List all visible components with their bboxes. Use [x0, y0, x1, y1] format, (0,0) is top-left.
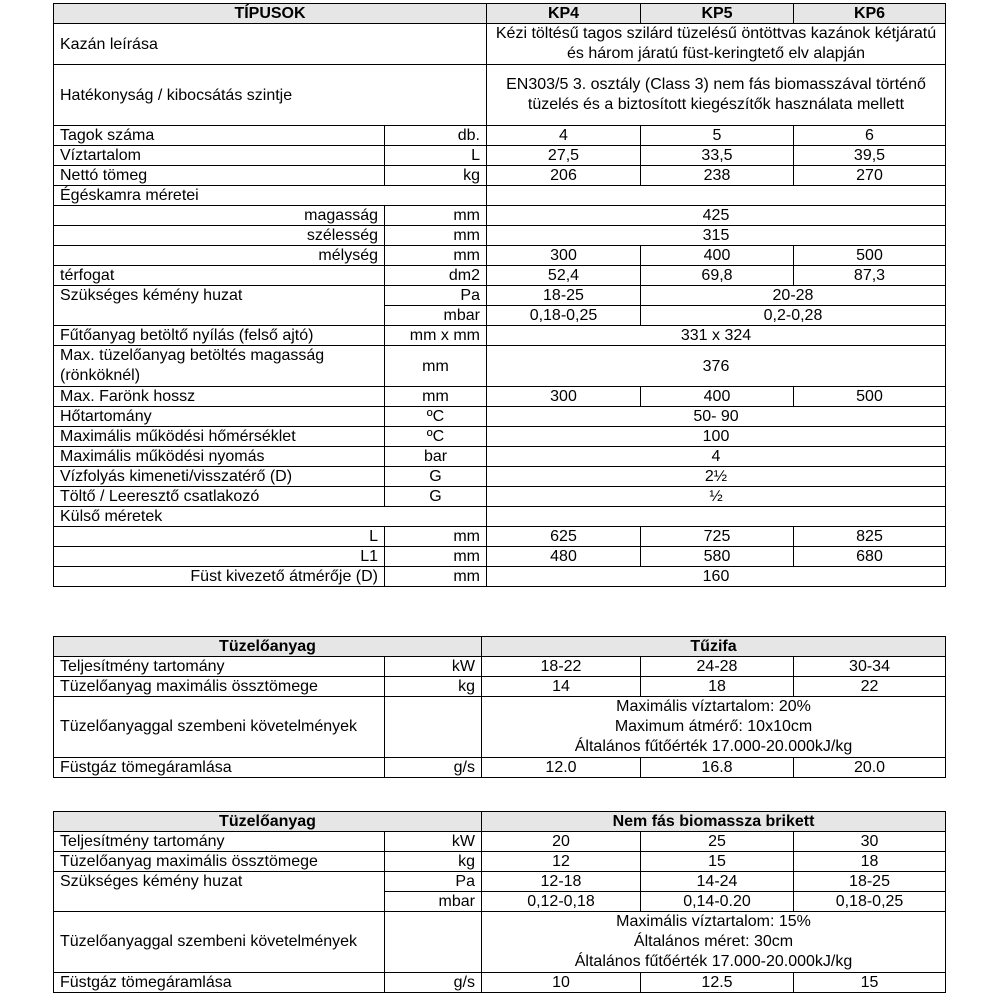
wood-fuel-header: Tüzelőanyag: [54, 637, 482, 657]
table-row: [54, 527, 946, 547]
flue-diameter-value: 160: [487, 567, 946, 587]
table-row: [54, 487, 946, 507]
kp4-header: KP4: [487, 4, 641, 24]
table-row: [54, 872, 946, 892]
wood-flue-kp6: 20.0: [794, 758, 946, 778]
chimney-draft-mbar-kp4: 0,18-0,25: [487, 306, 641, 326]
chamber-depth-label: mélység: [54, 246, 385, 266]
flue-diameter-unit: mm: [385, 567, 487, 587]
empty-cell: [54, 892, 385, 912]
brik-mass-kp5: 15: [641, 852, 794, 872]
fill-drain-value: ½: [487, 487, 946, 507]
wood-flue-unit: g/s: [385, 758, 482, 778]
table-row: [54, 126, 946, 146]
table-row: [54, 657, 946, 677]
chamber-depth-kp5: 400: [641, 246, 794, 266]
wood-header-row: [54, 637, 946, 657]
chamber-volume-kp4: 52,4: [487, 266, 641, 286]
table-row: [54, 912, 946, 973]
table-row: [54, 266, 946, 286]
table-row: [54, 186, 946, 206]
outer-l1-label: L1: [54, 547, 385, 567]
brik-mass-kp6: 18: [794, 852, 946, 872]
table-row: [54, 697, 946, 758]
temp-range-unit: ºC: [385, 407, 487, 427]
brik-power-kp4: 20: [482, 832, 641, 852]
fill-drain-unit: G: [385, 487, 487, 507]
net-weight-kp5: 238: [641, 166, 794, 186]
table-row: [54, 346, 946, 387]
sections-kp4: 4: [487, 126, 641, 146]
briquette-fuel-table: [53, 811, 946, 993]
table-row: [54, 852, 946, 872]
sections-unit: db.: [385, 126, 487, 146]
log-length-unit: mm: [385, 387, 487, 407]
water-content-unit: L: [385, 146, 487, 166]
empty-cell: [487, 507, 946, 527]
empty-cell: [487, 186, 946, 206]
table-row: [54, 567, 946, 587]
kp6-header: KP6: [794, 4, 946, 24]
chamber-volume-kp5: 69,8: [641, 266, 794, 286]
wood-requirements-label: Tüzelőanyaggal szembeni követelmények: [54, 697, 385, 758]
wood-power-unit: kW: [385, 657, 482, 677]
table-row: [54, 547, 946, 567]
sections-kp6: 6: [794, 126, 946, 146]
brik-draft-mbar-kp4: 0,12-0,18: [482, 892, 641, 912]
table-row: [54, 326, 946, 346]
brik-power-kp5: 25: [641, 832, 794, 852]
brik-power-unit: kW: [385, 832, 482, 852]
wood-power-kp6: 30-34: [794, 657, 946, 677]
water-content-kp5: 33,5: [641, 146, 794, 166]
load-height-value: 376: [487, 346, 946, 387]
table-row: [54, 206, 946, 226]
table-row: [54, 166, 946, 186]
brik-draft-label: Szükséges kémény huzat: [54, 872, 385, 892]
wood-mass-label: Tüzelőanyag maximális össztömege: [54, 677, 385, 697]
brik-mass-label: Tüzelőanyag maximális össztömege: [54, 852, 385, 872]
table-row: [54, 973, 946, 993]
temp-range-label: Hőtartomány: [54, 407, 385, 427]
brik-req-size: Általános méret: 30cm: [633, 933, 794, 950]
table-row: [54, 146, 946, 166]
brik-req-calorific: Általános fűtőérték 17.000-20.000kJ/kg: [574, 953, 853, 970]
chimney-draft-label: Szükséges kémény huzat: [54, 286, 385, 306]
wood-mass-unit: kg: [385, 677, 482, 697]
wood-req-diameter: Maximum átmérő: 10x10cm: [614, 718, 813, 735]
table-row: [54, 306, 946, 326]
chamber-height-value: 425: [487, 206, 946, 226]
boiler-description-value: Kézi töltésű tagos szilárd tüzelésű öntöttvas kazánok kétjáratú és három járatú füst-keringtető elv alapján: [487, 24, 946, 65]
wood-flue-kp4: 12.0: [482, 758, 641, 778]
temp-range-value: 50- 90: [487, 407, 946, 427]
brik-draft-pa-unit: Pa: [385, 872, 482, 892]
water-content-kp6: 39,5: [794, 146, 946, 166]
log-length-kp4: 300: [487, 387, 641, 407]
brik-flue-label: Füstgáz tömegáramlása: [54, 973, 385, 993]
outer-l-unit: mm: [385, 527, 487, 547]
max-pressure-unit: bar: [385, 447, 487, 467]
wood-mass-kp4: 14: [482, 677, 641, 697]
table-row: [54, 758, 946, 778]
kp5-header: KP5: [641, 4, 794, 24]
brik-draft-mbar-unit: mbar: [385, 892, 482, 912]
brik-requirements-label: Tüzelőanyaggal szembeni követelmények: [54, 912, 385, 973]
wood-fuel-type: Tűzifa: [482, 637, 946, 657]
wood-flue-label: Füstgáz tömegáramlása: [54, 758, 385, 778]
table-row: [54, 286, 946, 306]
empty-cell: [54, 306, 385, 326]
chamber-volume-kp6: 87,3: [794, 266, 946, 286]
sections-label: Tagok száma: [54, 126, 385, 146]
brik-header-row: [54, 812, 946, 832]
wood-req-moisture: Maximális víztartalom: 20%: [616, 698, 811, 715]
table-row: [54, 832, 946, 852]
log-length-label: Max. Farönk hossz: [54, 387, 385, 407]
max-pressure-value: 4: [487, 447, 946, 467]
water-flow-unit: G: [385, 467, 487, 487]
max-temp-unit: ºC: [385, 427, 487, 447]
chimney-draft-mbar-unit: mbar: [385, 306, 487, 326]
brik-draft-pa-kp6: 18-25: [794, 872, 946, 892]
net-weight-unit: kg: [385, 166, 487, 186]
table-row: [54, 246, 946, 266]
log-length-kp6: 500: [794, 387, 946, 407]
brik-flue-kp6: 15: [794, 973, 946, 993]
table-row: [54, 427, 946, 447]
max-temp-value: 100: [487, 427, 946, 447]
brik-power-kp6: 30: [794, 832, 946, 852]
brik-draft-pa-kp4: 12-18: [482, 872, 641, 892]
wood-requirements-value: [482, 697, 946, 758]
chamber-volume-label: térfogat: [54, 266, 385, 286]
brik-req-moisture: Maximális víztartalom: 15%: [616, 913, 811, 930]
brik-requirements-value: [482, 912, 946, 973]
wood-power-label: Teljesítmény tartomány: [54, 657, 385, 677]
outer-l-kp5: 725: [641, 527, 794, 547]
table-row: [54, 507, 946, 527]
net-weight-label: Nettó tömeg: [54, 166, 385, 186]
brik-flue-unit: g/s: [385, 973, 482, 993]
chamber-label: Égéskamra méretei: [54, 186, 487, 206]
chamber-height-label: magasság: [54, 206, 385, 226]
log-length-kp5: 400: [641, 387, 794, 407]
brik-draft-pa-kp5: 14-24: [641, 872, 794, 892]
efficiency-value: EN303/5 3. osztály (Class 3) nem fás biomasszával történő tüzelés és a biztosított kiegészítők használata mellett: [487, 65, 946, 126]
table-row: [54, 467, 946, 487]
efficiency-label: Hatékonyság / kibocsátás szintje: [54, 65, 487, 126]
brik-power-label: Teljesítmény tartomány: [54, 832, 385, 852]
outer-l1-kp5: 580: [641, 547, 794, 567]
empty-cell: [385, 912, 482, 973]
brik-mass-unit: kg: [385, 852, 482, 872]
net-weight-kp6: 270: [794, 166, 946, 186]
wood-flue-kp5: 16.8: [641, 758, 794, 778]
chamber-depth-kp6: 500: [794, 246, 946, 266]
table-row: [54, 677, 946, 697]
boiler-description-label: Kazán leírása: [54, 24, 487, 65]
wood-power-kp5: 24-28: [641, 657, 794, 677]
outer-l1-kp4: 480: [487, 547, 641, 567]
wood-mass-kp6: 22: [794, 677, 946, 697]
load-height-unit: mm: [385, 346, 487, 387]
table-row: [54, 24, 946, 65]
chimney-draft-pa-unit: Pa: [385, 286, 487, 306]
loading-door-unit: mm x mm: [385, 326, 487, 346]
fill-drain-label: Töltő / Leeresztő csatlakozó: [54, 487, 385, 507]
chamber-width-unit: mm: [385, 226, 487, 246]
water-flow-value: 2½: [487, 467, 946, 487]
sections-kp5: 5: [641, 126, 794, 146]
chamber-volume-unit: dm2: [385, 266, 487, 286]
brik-mass-kp4: 12: [482, 852, 641, 872]
chamber-width-value: 315: [487, 226, 946, 246]
loading-door-value: 331 x 324: [487, 326, 946, 346]
types-header-row: [54, 4, 946, 24]
table-row: [54, 447, 946, 467]
brik-flue-kp4: 10: [482, 973, 641, 993]
outer-l-label: L: [54, 527, 385, 547]
chimney-draft-mbar-kp56: 0,2-0,28: [641, 306, 946, 326]
wood-req-calorific: Általános fűtőérték 17.000-20.000kJ/kg: [574, 738, 853, 755]
types-header: TÍPUSOK: [54, 4, 487, 24]
net-weight-kp4: 206: [487, 166, 641, 186]
brik-draft-mbar-kp5: 0,14-0.20: [641, 892, 794, 912]
table-row: [54, 226, 946, 246]
max-pressure-label: Maximális működési nyomás: [54, 447, 385, 467]
brik-fuel-header: Tüzelőanyag: [54, 812, 482, 832]
flue-diameter-label: Füst kivezető átmérője (D): [54, 567, 385, 587]
outer-l1-kp6: 680: [794, 547, 946, 567]
chamber-depth-unit: mm: [385, 246, 487, 266]
outer-l-kp4: 625: [487, 527, 641, 547]
brik-flue-kp5: 12.5: [641, 973, 794, 993]
table-row: [54, 892, 946, 912]
table-row: [54, 65, 946, 126]
brik-draft-mbar-kp6: 0,18-0,25: [794, 892, 946, 912]
wood-fuel-table: [53, 636, 946, 778]
wood-mass-kp5: 18: [641, 677, 794, 697]
outer-l1-unit: mm: [385, 547, 487, 567]
chamber-height-unit: mm: [385, 206, 487, 226]
chamber-width-label: szélesség: [54, 226, 385, 246]
wood-power-kp4: 18-22: [482, 657, 641, 677]
outer-dims-label: Külső méretek: [54, 507, 487, 527]
brik-fuel-type: Nem fás biomassza brikett: [482, 812, 946, 832]
loading-door-label: Fűtőanyag betöltő nyílás (felső ajtó): [54, 326, 385, 346]
table-row: [54, 407, 946, 427]
chamber-depth-kp4: 300: [487, 246, 641, 266]
load-height-label: Max. tüzelőanyag betöltés magasság (rönköknél): [54, 346, 385, 387]
chimney-draft-pa-kp4: 18-25: [487, 286, 641, 306]
types-spec-table: [53, 3, 946, 587]
table-row: [54, 387, 946, 407]
outer-l-kp6: 825: [794, 527, 946, 547]
max-temp-label: Maximális működési hőmérséklet: [54, 427, 385, 447]
water-content-label: Víztartalom: [54, 146, 385, 166]
chimney-draft-pa-kp56: 20-28: [641, 286, 946, 306]
empty-cell: [385, 697, 482, 758]
water-content-kp4: 27,5: [487, 146, 641, 166]
water-flow-label: Vízfolyás kimeneti/visszatérő (D): [54, 467, 385, 487]
